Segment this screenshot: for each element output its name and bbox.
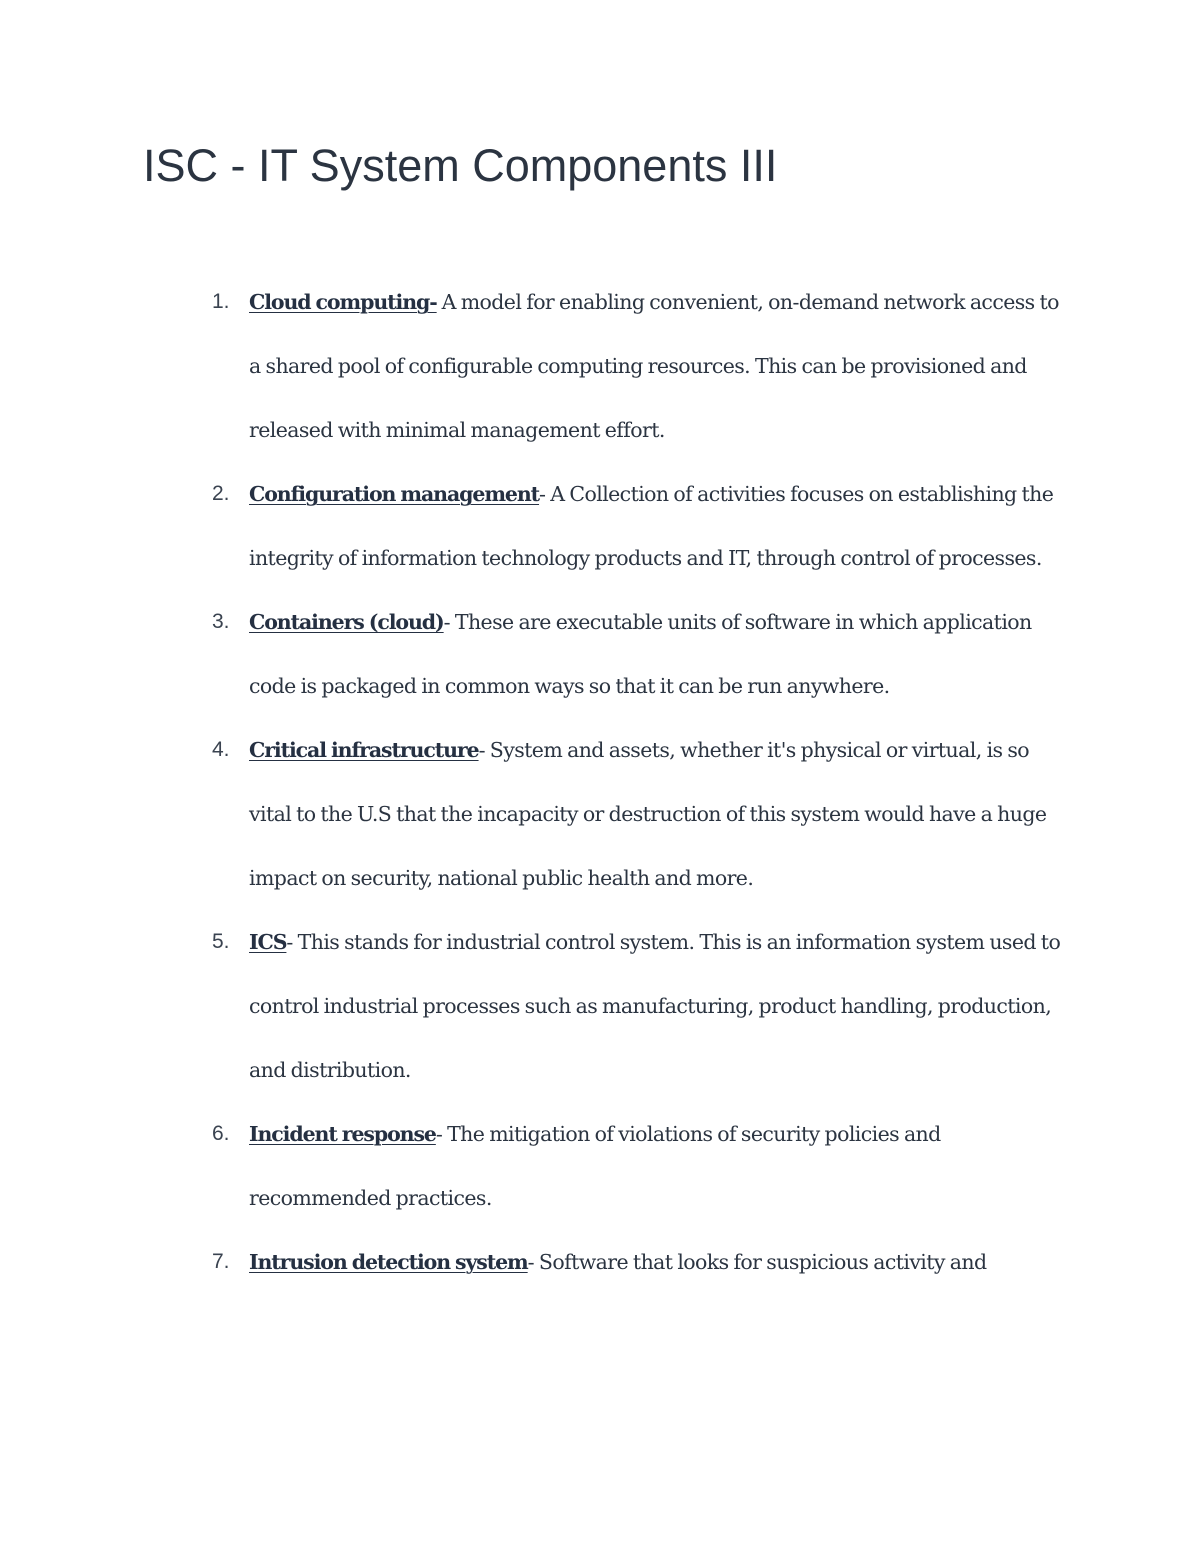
term-definition: A model for enabling convenient, on-demand network access to a shared pool of configurable computing resources. This can be provisioned and released with minimal management effort. (249, 290, 1059, 442)
term-definition: - This stands for industrial control system. This is an information system used to control industrial processes such as manufacturing, product handling, production, and distribution. (249, 930, 1061, 1082)
term-definition: - System and assets, whether it's physical or virtual, is so vital to the U.S that the incapacity or destruction of this system would have a huge impact on security, national public health and more. (249, 738, 1047, 890)
document-title: ISC - IT System Components III (143, 140, 778, 191)
item-number: 2. (212, 482, 230, 505)
list-item (0, 1102, 1200, 1230)
item-number: 3. (212, 610, 230, 633)
list-item (0, 462, 1200, 590)
list-item (0, 718, 1200, 910)
list-item (0, 910, 1200, 1102)
term-name: Critical infrastructure (249, 738, 479, 762)
item-number: 1. (212, 290, 230, 313)
term-definition: - The mitigation of violations of security policies and recommended practices. (249, 1122, 941, 1210)
term-name: Incident response (249, 1122, 436, 1146)
term-definition: - Software that looks for suspicious activity and (527, 1250, 987, 1274)
item-number: 5. (212, 930, 230, 953)
item-number: 6. (212, 1122, 230, 1145)
item-number: 7. (212, 1250, 230, 1273)
term-definition: - These are executable units of software in which application code is packaged in common ways so that it can be run anywhere. (249, 610, 1032, 698)
term-name: Cloud computing- (249, 290, 437, 314)
glossary-list (0, 270, 1200, 1294)
term-name: Intrusion detection system (249, 1250, 528, 1274)
item-number: 4. (212, 738, 230, 761)
term-name: ICS (249, 930, 287, 954)
term-name: Containers (cloud) (249, 610, 444, 634)
term-definition: - A Collection of activities focuses on establishing the integrity of information technology products and IT, through control of processes. (249, 482, 1054, 570)
term-name: Configuration management (249, 482, 540, 506)
list-item (0, 270, 1200, 462)
list-item (0, 590, 1200, 718)
list-item (0, 1230, 1200, 1294)
